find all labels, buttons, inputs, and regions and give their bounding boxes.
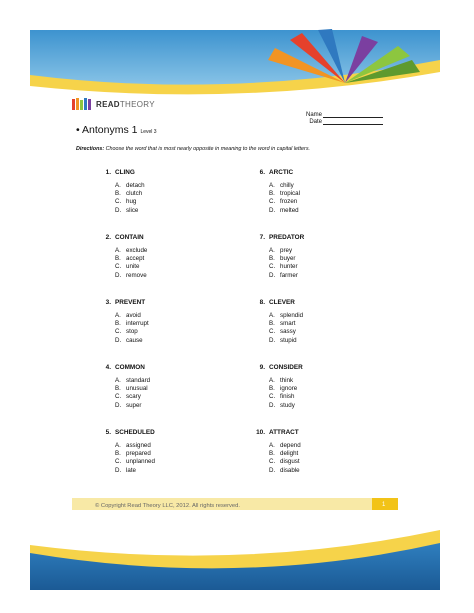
option-letter: B.: [115, 190, 121, 198]
option-letter: A.: [115, 442, 121, 449]
option-text: avoid: [126, 312, 141, 319]
question-number: 4.: [105, 364, 111, 371]
question-item: [98, 299, 238, 345]
answer-option[interactable]: [252, 320, 392, 328]
answer-option[interactable]: [98, 320, 238, 328]
answer-option[interactable]: [252, 442, 392, 450]
option-letter: D.: [269, 401, 276, 409]
question-item: [98, 364, 238, 410]
option-text: disable: [280, 466, 300, 474]
option-text: interrupt: [126, 320, 149, 328]
question-heading: [252, 234, 392, 247]
option-letter: B.: [269, 190, 275, 198]
option-letter: D.: [115, 271, 122, 279]
option-text: sassy: [280, 328, 296, 336]
option-text: disgust: [280, 458, 300, 466]
option-letter: B.: [115, 320, 121, 328]
answer-option[interactable]: [98, 385, 238, 393]
question-number: 10.: [256, 429, 265, 436]
answer-option[interactable]: [252, 272, 392, 280]
option-letter: C.: [115, 393, 122, 401]
question-number: 3.: [105, 299, 111, 306]
option-text: study: [280, 401, 295, 409]
brand-part2: THEORY: [119, 99, 155, 109]
question-item: [252, 299, 392, 345]
option-letter: A.: [115, 312, 121, 319]
answer-option[interactable]: [98, 450, 238, 458]
option-letter: A.: [269, 442, 275, 449]
option-letter: A.: [115, 182, 121, 189]
option-text: scary: [126, 393, 141, 401]
question-number: 6.: [259, 169, 265, 176]
option-letter: D.: [269, 466, 276, 474]
option-text: tropical: [280, 190, 300, 198]
answer-option[interactable]: [98, 207, 238, 215]
option-text: standard: [126, 377, 151, 384]
option-text: prey: [280, 247, 293, 254]
option-text: delight: [280, 450, 299, 458]
option-letter: D.: [115, 466, 122, 474]
option-letter: B.: [269, 450, 275, 458]
option-text: chilly: [280, 182, 294, 189]
answer-option[interactable]: [98, 182, 238, 190]
question-number: 2.: [105, 234, 111, 241]
option-letter: C.: [269, 328, 276, 336]
name-date-fields: [300, 111, 383, 125]
answer-option[interactable]: [98, 393, 238, 401]
question-number: 1.: [105, 169, 111, 176]
option-text: super: [126, 401, 142, 409]
option-text: stupid: [280, 336, 297, 344]
question-word: ARCTIC: [269, 169, 294, 176]
option-letter: B.: [269, 255, 275, 263]
question-number: 9.: [259, 364, 265, 371]
option-text: hunter: [280, 263, 298, 271]
directions-label: Directions:: [76, 146, 105, 152]
option-text: hug: [126, 198, 137, 206]
option-text: late: [126, 466, 136, 474]
option-letter: A.: [269, 377, 275, 384]
option-text: exclude: [126, 247, 148, 254]
option-letter: A.: [269, 312, 275, 319]
question-word: CLING: [115, 169, 135, 176]
answer-option[interactable]: [98, 328, 238, 336]
option-text: ignore: [280, 385, 298, 393]
level-label: Level 3: [140, 129, 157, 135]
question-item: [98, 429, 238, 475]
copyright-text: © Copyright Read Theory LLC, 2012. All rights reserved.: [95, 503, 240, 509]
question-item: [252, 234, 392, 280]
question-number: 8.: [259, 299, 265, 306]
answer-option[interactable]: [252, 182, 392, 190]
answer-option[interactable]: [98, 255, 238, 263]
question-word: PREDATOR: [269, 234, 305, 241]
brand-part1: READ: [96, 99, 120, 109]
option-letter: B.: [269, 320, 275, 328]
question-word: ATTRACT: [269, 429, 299, 436]
option-letter: C.: [115, 263, 122, 271]
option-letter: C.: [115, 198, 122, 206]
question-heading: [98, 364, 238, 377]
title-text: Antonyms 1: [82, 124, 138, 136]
question-heading: [98, 234, 238, 247]
answer-option[interactable]: [98, 337, 238, 345]
answer-option[interactable]: [252, 337, 392, 345]
option-letter: C.: [269, 263, 276, 271]
answer-option[interactable]: [98, 458, 238, 466]
option-letter: D.: [269, 271, 276, 279]
option-text: cause: [126, 336, 143, 344]
question-item: [98, 169, 238, 215]
question-item: [98, 234, 238, 280]
answer-option[interactable]: [98, 272, 238, 280]
answer-option[interactable]: [252, 467, 392, 475]
option-letter: C.: [115, 328, 122, 336]
question-heading: [252, 364, 392, 377]
books-icon: [72, 98, 91, 110]
name-label: Name: [305, 112, 322, 118]
option-letter: D.: [269, 336, 276, 344]
option-text: splendid: [280, 312, 304, 319]
option-letter: B.: [115, 385, 121, 393]
answer-option[interactable]: [252, 263, 392, 271]
option-text: assigned: [126, 442, 151, 449]
option-letter: B.: [115, 255, 121, 263]
option-text: farmer: [280, 271, 298, 279]
question-number: 5.: [105, 429, 111, 436]
answer-option[interactable]: [98, 190, 238, 198]
option-text: detach: [126, 182, 145, 189]
option-letter: C.: [269, 198, 276, 206]
question-heading: [98, 169, 238, 182]
answer-option[interactable]: [252, 255, 392, 263]
answer-option[interactable]: [252, 247, 392, 255]
question-heading: [252, 429, 392, 442]
name-field[interactable]: [323, 111, 383, 118]
question-number: 7.: [259, 234, 265, 241]
option-letter: C.: [269, 458, 276, 466]
answer-option[interactable]: [252, 377, 392, 385]
option-letter: D.: [115, 206, 122, 214]
question-item: [252, 429, 392, 475]
date-field[interactable]: [323, 118, 383, 125]
option-text: unite: [126, 263, 140, 271]
question-word: CLEVER: [269, 299, 295, 306]
question-word: CONTAIN: [115, 234, 144, 241]
answer-option[interactable]: [252, 198, 392, 206]
option-text: slice: [126, 206, 139, 214]
question-heading: [98, 429, 238, 442]
option-text: think: [280, 377, 294, 384]
answer-option[interactable]: [252, 385, 392, 393]
answer-option[interactable]: [98, 442, 238, 450]
option-letter: B.: [269, 385, 275, 393]
option-text: remove: [126, 271, 147, 279]
answer-option[interactable]: [252, 328, 392, 336]
option-text: buyer: [280, 255, 296, 263]
option-text: depend: [280, 442, 301, 449]
answer-option[interactable]: [252, 312, 392, 320]
directions-text: Choose the word that is most nearly opposite in meaning to the word in capital letters.: [105, 146, 311, 152]
option-letter: A.: [269, 247, 275, 254]
question-item: [252, 169, 392, 215]
directions: [76, 146, 310, 152]
option-text: unusual: [126, 385, 148, 393]
answer-option[interactable]: [252, 402, 392, 410]
answer-option[interactable]: [252, 458, 392, 466]
question-heading: [98, 299, 238, 312]
date-label: Date: [309, 119, 322, 125]
worksheet-title: • Antonyms 1 Level 3: [76, 124, 157, 136]
answer-option[interactable]: [98, 312, 238, 320]
question-word: CONSIDER: [269, 364, 303, 371]
readtheory-logo: [72, 98, 155, 110]
option-text: unplanned: [126, 458, 155, 466]
option-letter: A.: [269, 182, 275, 189]
answer-option[interactable]: [98, 263, 238, 271]
answer-option[interactable]: [98, 198, 238, 206]
answer-option[interactable]: [252, 190, 392, 198]
option-text: finish: [280, 393, 295, 401]
option-letter: D.: [115, 336, 122, 344]
option-letter: D.: [115, 401, 122, 409]
option-text: clutch: [126, 190, 143, 198]
answer-option[interactable]: [252, 393, 392, 401]
page-number: 1: [382, 502, 386, 508]
option-letter: C.: [115, 458, 122, 466]
question-word: COMMON: [115, 364, 145, 371]
option-text: frozen: [280, 198, 298, 206]
option-letter: C.: [269, 393, 276, 401]
question-item: [252, 364, 392, 410]
option-letter: A.: [115, 247, 121, 254]
option-letter: A.: [115, 377, 121, 384]
question-heading: [252, 169, 392, 182]
answer-option[interactable]: [252, 207, 392, 215]
option-text: prepared: [126, 450, 151, 458]
question-word: PREVENT: [115, 299, 146, 306]
answer-option[interactable]: [98, 467, 238, 475]
option-text: melted: [280, 206, 299, 214]
answer-option[interactable]: [98, 402, 238, 410]
question-word: SCHEDULED: [115, 429, 155, 436]
option-text: stop: [126, 328, 138, 336]
question-heading: [252, 299, 392, 312]
answer-option[interactable]: [98, 377, 238, 385]
option-text: smart: [280, 320, 296, 328]
option-letter: B.: [115, 450, 121, 458]
option-text: accept: [126, 255, 145, 263]
answer-option[interactable]: [252, 450, 392, 458]
answer-option[interactable]: [98, 247, 238, 255]
option-letter: D.: [269, 206, 276, 214]
